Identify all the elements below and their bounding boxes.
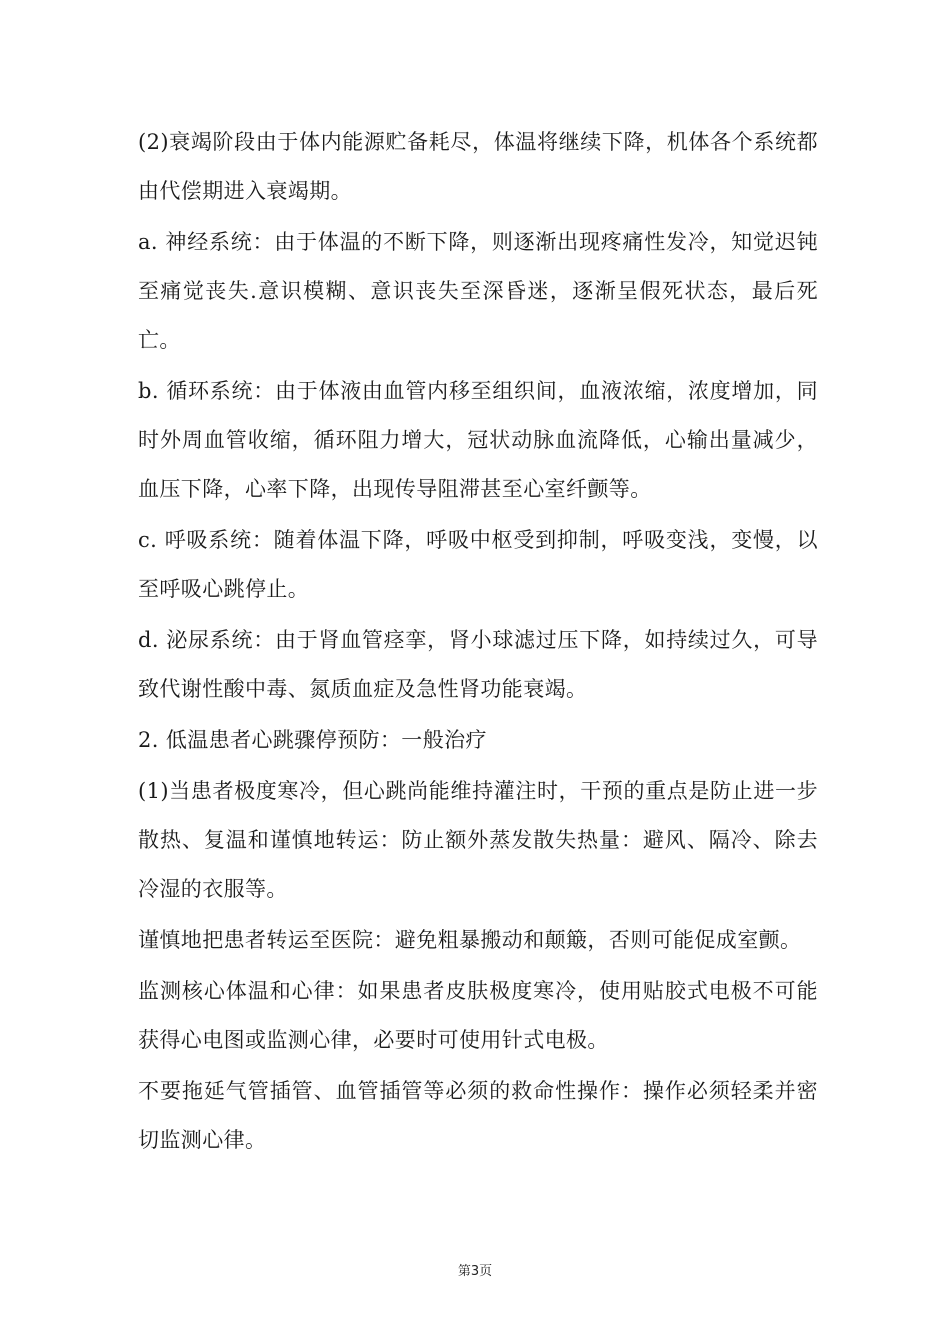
- paragraph-exhaustion-stage: (2)衰竭阶段由于体内能源贮备耗尽，体温将继续下降，机体各个系统都由代偿期进入衰竭期。: [138, 130, 818, 203]
- paragraph-respiratory-system: c. 呼吸系统：随着体温下降，呼吸中枢受到抑制，呼吸变浅，变慢，以至呼吸心跳停止。: [138, 528, 818, 601]
- paragraph-careful-transport: 谨慎地把患者转运至医院：避免粗暴搬动和颠簸，否则可能促成室颤。: [138, 928, 802, 952]
- paragraph-urinary-system: d. 泌尿系统：由于肾血管痉挛，肾小球滤过压下降，如持续过久，可导致代谢性酸中毒、氮质血症及急性肾功能衰竭。: [138, 628, 818, 701]
- paragraph-monitor-temperature: 监测核心体温和心律：如果患者皮肤极度寒冷，使用贴胶式电极不可能获得心电图或监测心律，必要时可使用针式电极。: [138, 979, 818, 1052]
- paragraph-nervous-system: a. 神经系统：由于体温的不断下降，则逐渐出现疼痛性发冷，知觉迟钝至痛觉丧失.意识模糊、意识丧失至深昏迷，逐渐呈假死状态，最后死亡。: [138, 230, 818, 352]
- paragraph-circulatory-system: b. 循环系统：由于体液由血管内移至组织间，血液浓缩，浓度增加，同时外周血管收缩，循环阻力增大，冠状动脉血流降低，心输出量减少，血压下降，心率下降，出现传导阻滞甚至心室纤颤等。: [138, 379, 818, 501]
- document-body: [138, 118, 818, 1167]
- paragraph-intervention-focus: (1)当患者极度寒冷，但心跳尚能维持灌注时，干预的重点是防止进一步散热、复温和谨慎地转运：防止额外蒸发散失热量：避风、隔冷、除去冷湿的衣服等。: [138, 779, 818, 901]
- page-number: 第3页: [457, 1264, 493, 1279]
- section-heading-prevention: 2. 低温患者心跳骤停预防：一般治疗: [138, 728, 487, 752]
- paragraph-no-delay-procedures: 不要拖延气管插管、血管插管等必须的救命性操作：操作必须轻柔并密切监测心律。: [138, 1079, 818, 1152]
